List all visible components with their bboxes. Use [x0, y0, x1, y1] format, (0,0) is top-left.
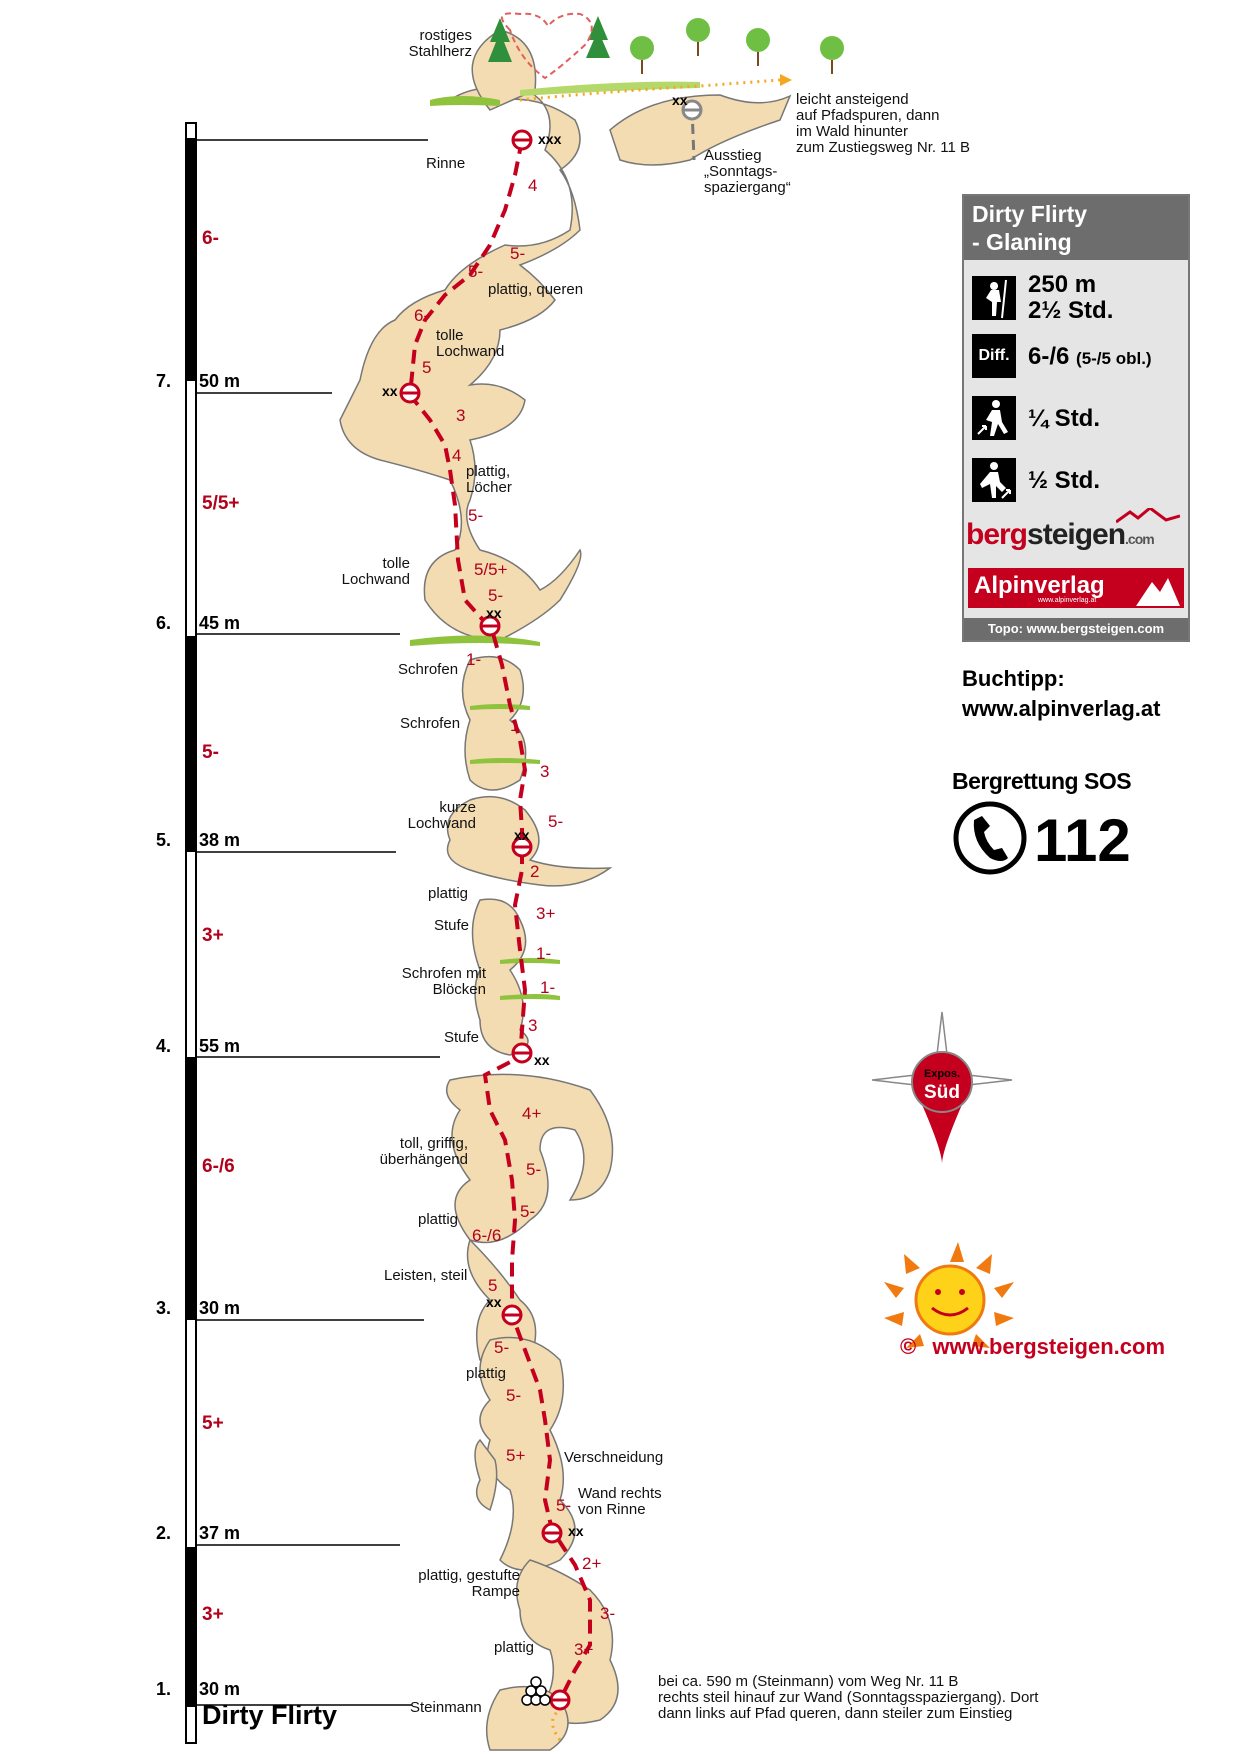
move-grade: 6-/6: [472, 1226, 502, 1245]
pitch-grade: 5/5+: [202, 493, 240, 514]
move-grade: 3+: [574, 1640, 594, 1659]
move-grade: 1-: [540, 978, 556, 997]
anchor-label: xx: [568, 1523, 584, 1539]
pitch-num: 3.: [156, 1298, 172, 1318]
hiker-up-icon: [972, 396, 1016, 440]
difficulty-obligatory: (5-/5 obl.): [1076, 349, 1152, 368]
climber-icon: [972, 276, 1016, 320]
steinmann-note: Steinmann: [410, 1699, 482, 1716]
sos-label: Bergrettung SOS: [952, 768, 1132, 794]
note: Leisten, steil: [384, 1267, 468, 1284]
note: Schrofen: [398, 661, 459, 678]
note: plattig, Löcher: [466, 463, 512, 496]
scale-bar: [186, 123, 196, 1743]
note: Verschneidung: [564, 1449, 664, 1466]
hiker-down-icon: [972, 458, 1016, 502]
topo-credit: Topo: www.bergsteigen.com: [964, 618, 1188, 640]
approach-note: bei ca. 590 m (Steinmann) vom Weg Nr. 11 B rechts steil hinauf zur Wand (Sonntagsspaziergang). Dort dann links auf Pfad queren, dann steiler zum Einstieg: [658, 1673, 1039, 1722]
logo-com: .com: [1125, 531, 1154, 547]
move-grade: 3: [456, 406, 466, 425]
anchor-label: xxx: [538, 131, 562, 147]
anchor-label: xx: [534, 1052, 550, 1068]
sos-number: 112: [1034, 807, 1131, 874]
move-grade: 2: [530, 862, 540, 881]
route-title: Dirty Flirty: [202, 1700, 338, 1730]
move-grade: 3-: [600, 1604, 616, 1623]
difficulty-value: 6-/6: [1028, 343, 1070, 370]
move-grade: 3: [528, 1016, 538, 1035]
pitch-length: 55 m: [199, 1036, 241, 1056]
info-route-area: - Glaning: [972, 229, 1072, 255]
note: plattig, queren: [488, 281, 584, 298]
note: toll, griffig, überhängend: [379, 1135, 468, 1168]
alpinverlag-url: www.alpinverlag.at: [1038, 597, 1097, 604]
route-length: 250 m: [1028, 271, 1097, 298]
pitch-grade: 5+: [202, 1413, 224, 1434]
move-grade: 2+: [582, 1554, 602, 1573]
note: Stufe: [444, 1029, 480, 1046]
pitch-length: 50 m: [199, 371, 241, 391]
move-grade: 5-: [494, 1338, 510, 1357]
pitch-length: 30 m: [199, 1679, 241, 1699]
exposition-label: Expos.: [923, 1068, 961, 1080]
move-grade: 5-: [520, 1202, 536, 1221]
move-grade: 5-: [468, 506, 484, 525]
note: plattig: [466, 1365, 507, 1382]
pitch-grade: 6-: [202, 228, 219, 249]
move-grade: 3: [540, 762, 550, 781]
move-grade: 5-: [548, 812, 564, 831]
route-info-box: [962, 194, 1190, 642]
pitch-num: 4.: [156, 1036, 172, 1056]
move-grade: 5: [488, 1276, 498, 1295]
move-grade: 5/5+: [474, 560, 508, 579]
logo-steigen: steigen: [1027, 518, 1126, 551]
sun-icon: [884, 1242, 1014, 1348]
pitch-length: 45 m: [199, 613, 241, 633]
note: kurze Lochwand: [407, 799, 476, 832]
note: plattig: [418, 1211, 459, 1228]
difficulty-icon: Diff.: [972, 334, 1016, 378]
pitch-grade: 6-/6: [202, 1156, 235, 1177]
move-grade: 5: [422, 358, 432, 377]
alpinverlag-text: Alpinverlag: [974, 572, 1105, 599]
trees: [488, 16, 844, 74]
note: plattig: [494, 1639, 535, 1656]
move-grade: 3+: [536, 904, 556, 923]
buchtipp: [962, 664, 1160, 724]
phone-icon: [956, 804, 1024, 872]
move-grade: 5-: [526, 1160, 542, 1179]
move-grade: 1: [510, 716, 520, 735]
info-header: [964, 196, 1188, 260]
pitch-num: 5.: [156, 830, 172, 850]
note: Schrofen: [400, 715, 461, 732]
pitch-length: 30 m: [199, 1298, 241, 1318]
ausstieg-note: Ausstieg „Sonntags- spaziergang“: [704, 147, 791, 196]
anchor-label: xx: [382, 383, 398, 399]
pitch-num: 1.: [156, 1679, 172, 1699]
copyright: [900, 1334, 1165, 1360]
move-grade: 4+: [522, 1104, 542, 1123]
approach-time: ¼ Std.: [1028, 405, 1101, 432]
anchor-label: xx: [672, 92, 688, 108]
note: Schrofen mit Blöcken: [401, 965, 486, 998]
pitch-grade: 3+: [202, 925, 224, 946]
route-difficulty: [1028, 344, 1152, 372]
anchor-label: xx: [486, 605, 502, 621]
descent-note: leicht ansteigend auf Pfadspuren, dann im Wald hinunter zum Zustiegsweg Nr. 11 B: [796, 91, 970, 156]
move-grade: 5+: [506, 1446, 526, 1465]
move-grade: 5-: [510, 244, 526, 263]
stahlherz-note: rostiges Stahlherz: [408, 27, 472, 60]
note: tolle Lochwand: [436, 327, 505, 360]
steinmann-icon: [522, 1677, 550, 1705]
pitch-length: 38 m: [199, 830, 241, 850]
exposition-value: Süd: [924, 1082, 960, 1103]
move-grade: 1-: [536, 944, 552, 963]
pitch-grade: 3+: [202, 1604, 224, 1625]
move-grade: 1-: [466, 650, 482, 669]
note: plattig: [428, 885, 469, 902]
buchtipp-label: Buchtipp:: [962, 666, 1065, 691]
info-route-name: Dirty Flirty: [972, 201, 1088, 227]
note: Stufe: [434, 917, 470, 934]
move-grade: 4: [452, 446, 462, 465]
copyright-link[interactable]: www.bergsteigen.com: [932, 1334, 1166, 1359]
route-time: 2½ Std.: [1028, 297, 1114, 324]
move-grade: 5-: [468, 262, 484, 281]
pitch-num: 2.: [156, 1523, 172, 1543]
pitch-length: 37 m: [199, 1523, 241, 1543]
alpinverlag-logo: [968, 568, 1184, 608]
note: Rinne: [426, 155, 466, 172]
move-grade: 5-: [506, 1386, 522, 1405]
note: Wand rechts von Rinne: [578, 1485, 662, 1518]
pitch-num: 6.: [156, 613, 172, 633]
descent-time: ½ Std.: [1028, 467, 1101, 494]
pitch-grade: 5-: [202, 742, 219, 763]
note: plattig, gestufte Rampe: [418, 1567, 520, 1600]
move-grade: 5-: [488, 586, 504, 605]
pitch-num: 7.: [156, 371, 172, 391]
move-grade: 4: [528, 176, 538, 195]
copyright-symbol: ©: [900, 1334, 917, 1359]
bergsteigen-logo: [966, 518, 1186, 552]
logo-berg: berg: [966, 518, 1028, 551]
anchor-label: xx: [514, 827, 530, 843]
move-grade: 5-: [556, 1496, 572, 1515]
anchor-label: xx: [486, 1294, 502, 1310]
move-grade: 6-: [414, 306, 430, 325]
buchtipp-link[interactable]: www.alpinverlag.at: [962, 696, 1161, 721]
note: tolle Lochwand: [341, 555, 410, 588]
